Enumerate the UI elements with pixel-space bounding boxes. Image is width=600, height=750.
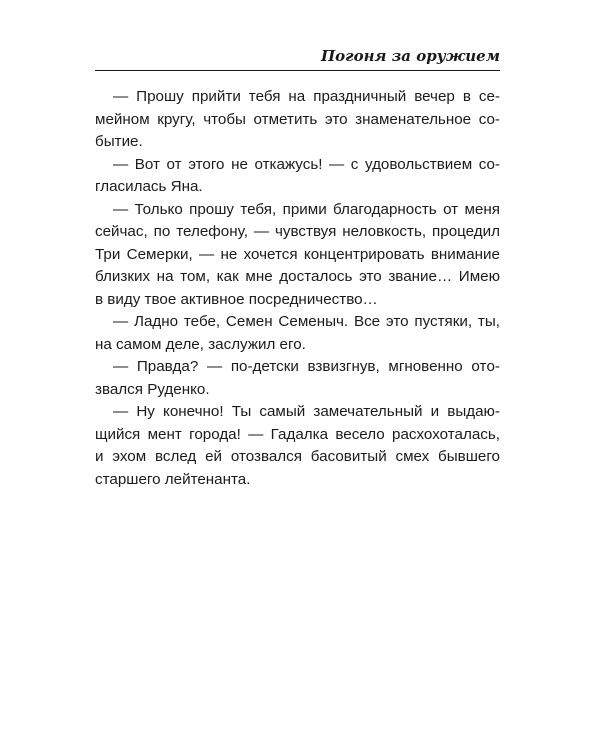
text-line: — Правда? — по-детски взвизгнув, мгновенно отo- xyxy=(113,358,500,375)
text-line: щийся мент города! — Гадалка весело расхохоталась, xyxy=(95,425,500,443)
text-line: — Ну конечно! Ты самый замечательный и выдаю- xyxy=(113,403,500,420)
body-text xyxy=(95,86,500,491)
text-line: близких на том, как мне досталось это звание… Имею xyxy=(95,268,500,285)
text-line: гласилась Яна. xyxy=(95,178,203,195)
text-line: сейчас, по телефону, — чувствуя неловкость, процедил xyxy=(95,223,500,240)
text-line: — Ладно тебе, Семен Семеныч. Все это пустяки, ты, xyxy=(113,313,500,330)
text-line: — Вот от этого не откажусь! — с удовольствием со- xyxy=(113,155,500,173)
header-rule xyxy=(95,70,500,71)
running-head-title: Погоня за оружием xyxy=(321,47,500,65)
text-line: старшего лейтенанта. xyxy=(95,470,251,488)
text-line: бытие. xyxy=(95,133,143,150)
text-line: звался Руденко. xyxy=(95,380,210,398)
text-line: на самом деле, заслужил его. xyxy=(95,335,306,353)
text-line: мейном кругу, чтобы отметить это знаменательное со- xyxy=(95,110,500,128)
text-line: в виду твое активное посредничество… xyxy=(95,290,378,308)
text-line: Три Семерки, — не хочется концентрировать внимание xyxy=(95,245,500,263)
text-line: и эхом вслед ей отозвался басовитый смех бывшего xyxy=(95,448,500,465)
text-line: — Прошу прийти тебя на праздничный вечер в се- xyxy=(113,88,500,105)
text-line: — Только прошу тебя, прими благодарность от меня xyxy=(113,200,500,218)
